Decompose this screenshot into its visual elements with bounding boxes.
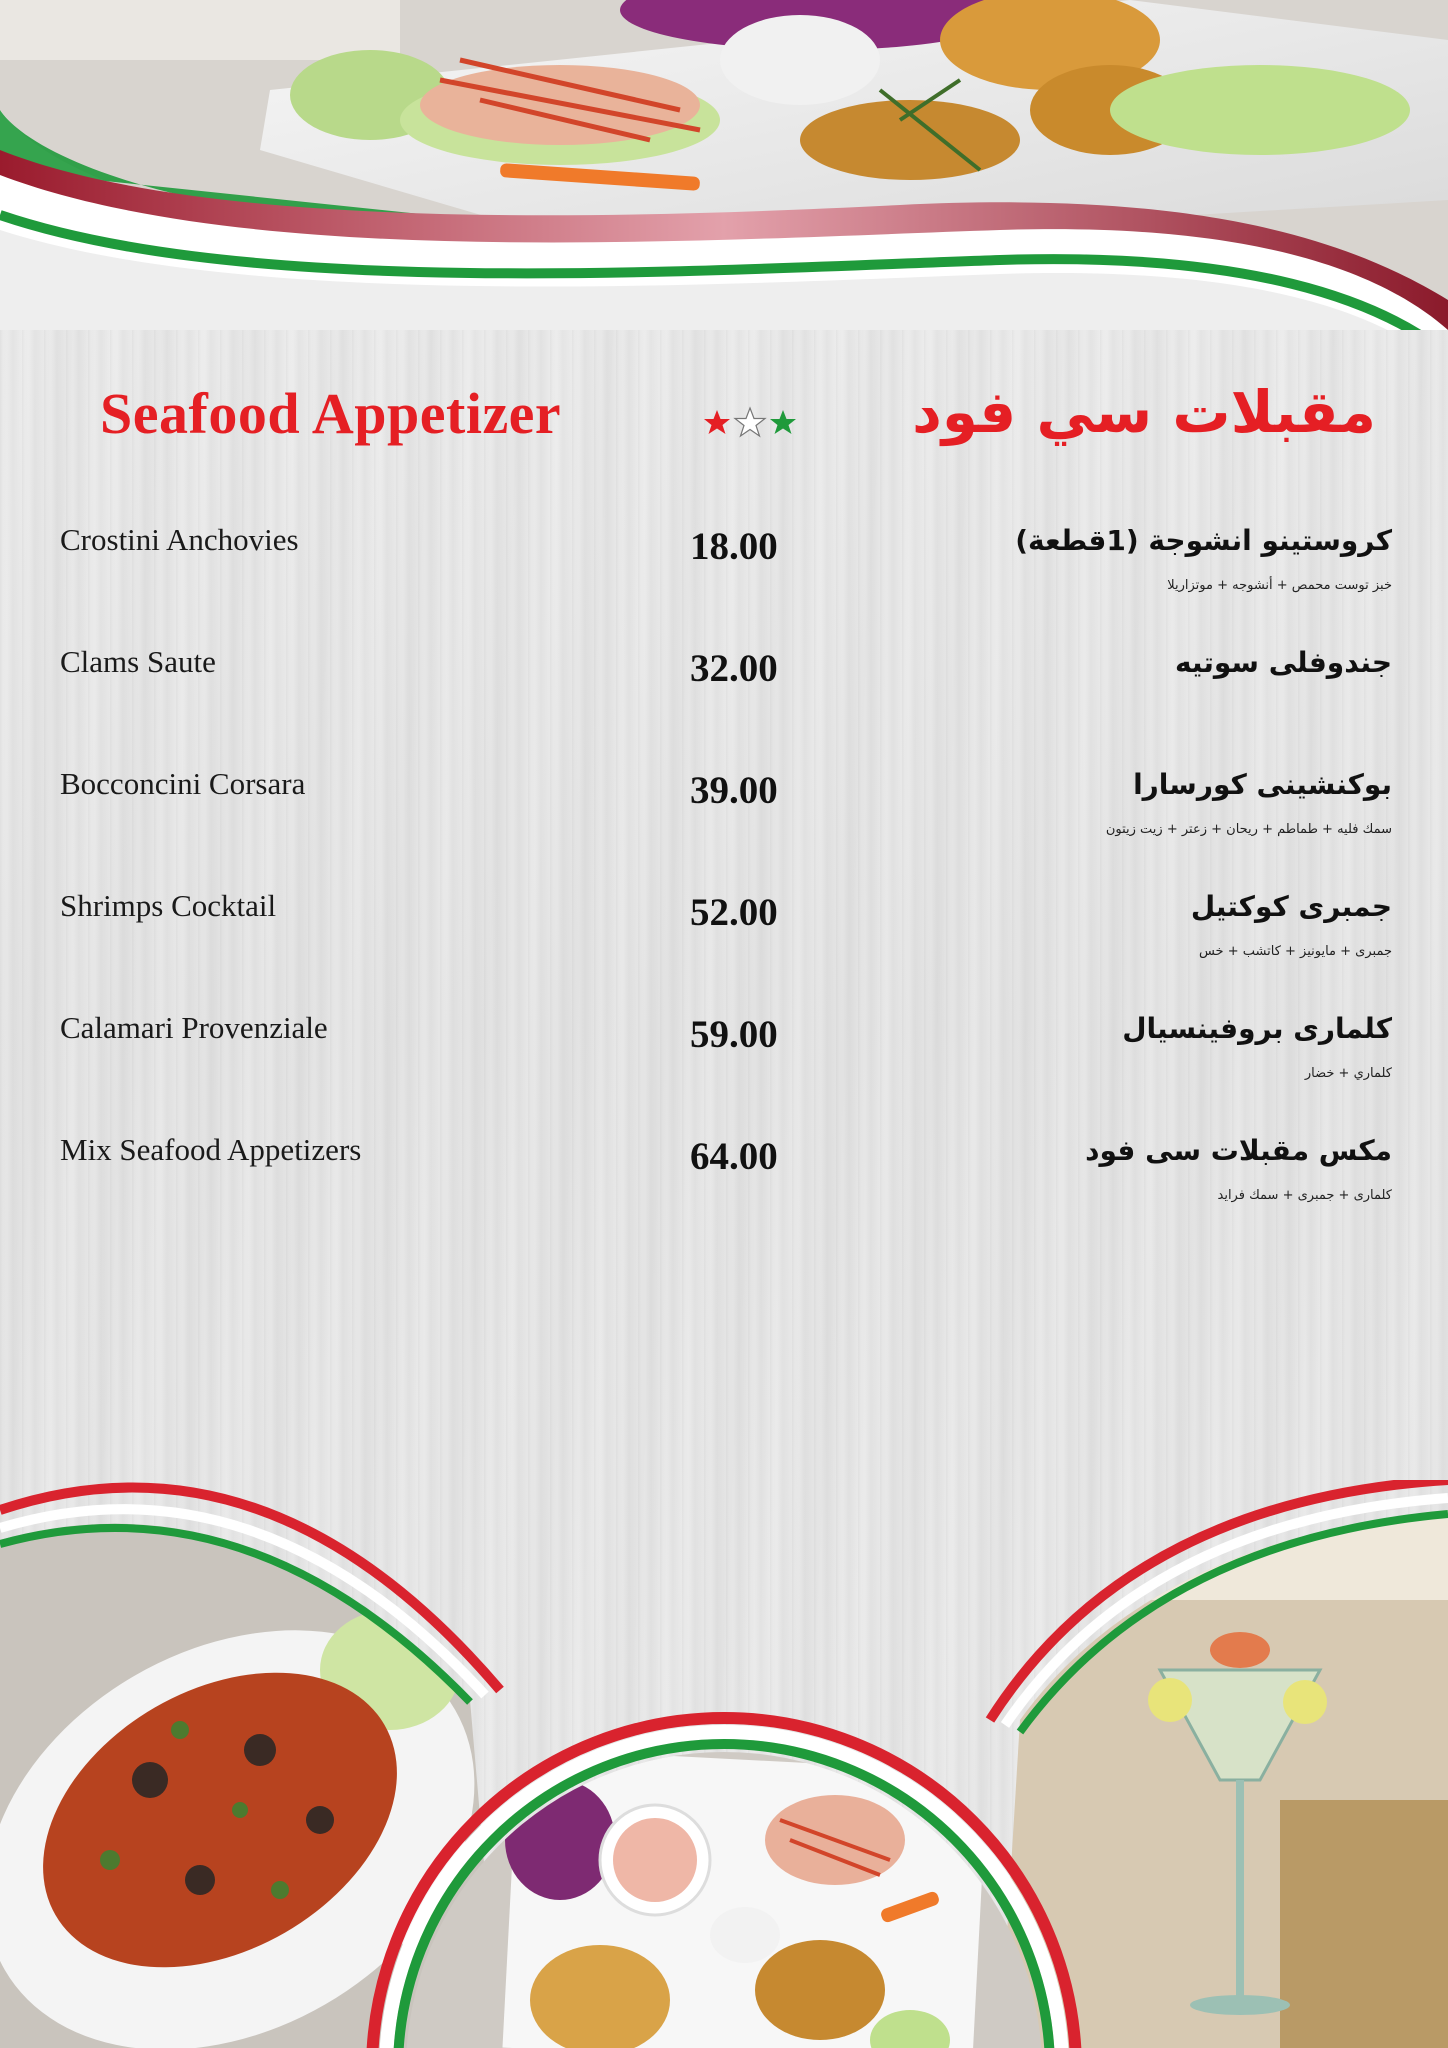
top-food-photo-banner xyxy=(0,0,1448,330)
item-description-arabic: كلمارى + جمبرى + سمك فرايد xyxy=(1217,1188,1392,1203)
menu-item-row xyxy=(0,1132,1448,1242)
item-name-arabic: بوكنشينى كورسارا xyxy=(1133,768,1392,801)
item-name-english: Crostini Anchovies xyxy=(60,522,299,557)
star-green-icon xyxy=(770,410,796,434)
menu-item-row xyxy=(0,1010,1448,1120)
menu-item-row xyxy=(0,766,1448,876)
item-name-english: Calamari Provenziale xyxy=(60,1010,328,1045)
menu-item-row xyxy=(0,522,1448,632)
item-description-arabic: جمبرى + مايونيز + كاتشب + خس xyxy=(1198,944,1392,959)
item-name-arabic: جمبرى كوكتيل xyxy=(1190,890,1392,923)
item-name-arabic: مكس مقبلات سى فود xyxy=(1085,1134,1392,1167)
page-title-arabic: مقبلات سي فود xyxy=(912,378,1376,446)
tricolor-stars xyxy=(700,402,800,442)
page-title-english: Seafood Appetizer xyxy=(100,381,562,446)
item-price: 39.00 xyxy=(690,769,778,812)
item-description-arabic: خبز توست محمص + أنشوجه + موتزاريلا xyxy=(1167,578,1392,593)
item-price: 52.00 xyxy=(690,891,778,934)
center-appetizer-photo xyxy=(372,1718,1080,2048)
item-price: 18.00 xyxy=(690,525,778,568)
menu-item-row xyxy=(0,644,1448,754)
item-name-english: Shrimps Cocktail xyxy=(60,888,277,923)
item-name-english: Bocconcini Corsara xyxy=(60,766,306,801)
item-description-arabic: سمك فليه + طماطم + ريحان + زعتر + زيت زيتون xyxy=(1105,822,1392,837)
star-red-icon xyxy=(704,410,730,434)
item-name-arabic: كروستينو انشوجة (1قطعة) xyxy=(1015,524,1392,557)
item-name-english: Mix Seafood Appetizers xyxy=(60,1132,362,1167)
item-description-arabic: كلماري + خضار xyxy=(1304,1066,1392,1081)
menu-item-row xyxy=(0,888,1448,998)
star-white-icon xyxy=(735,408,765,436)
item-price: 32.00 xyxy=(690,647,778,690)
bottom-food-photo-collage xyxy=(0,1480,1448,2048)
item-price: 64.00 xyxy=(690,1135,778,1178)
item-price: 59.00 xyxy=(690,1013,778,1056)
item-name-arabic: كلمارى بروفينسيال xyxy=(1122,1012,1392,1045)
item-name-arabic: جندوفلى سوتيه xyxy=(1174,646,1392,679)
item-name-english: Clams Saute xyxy=(60,644,216,679)
